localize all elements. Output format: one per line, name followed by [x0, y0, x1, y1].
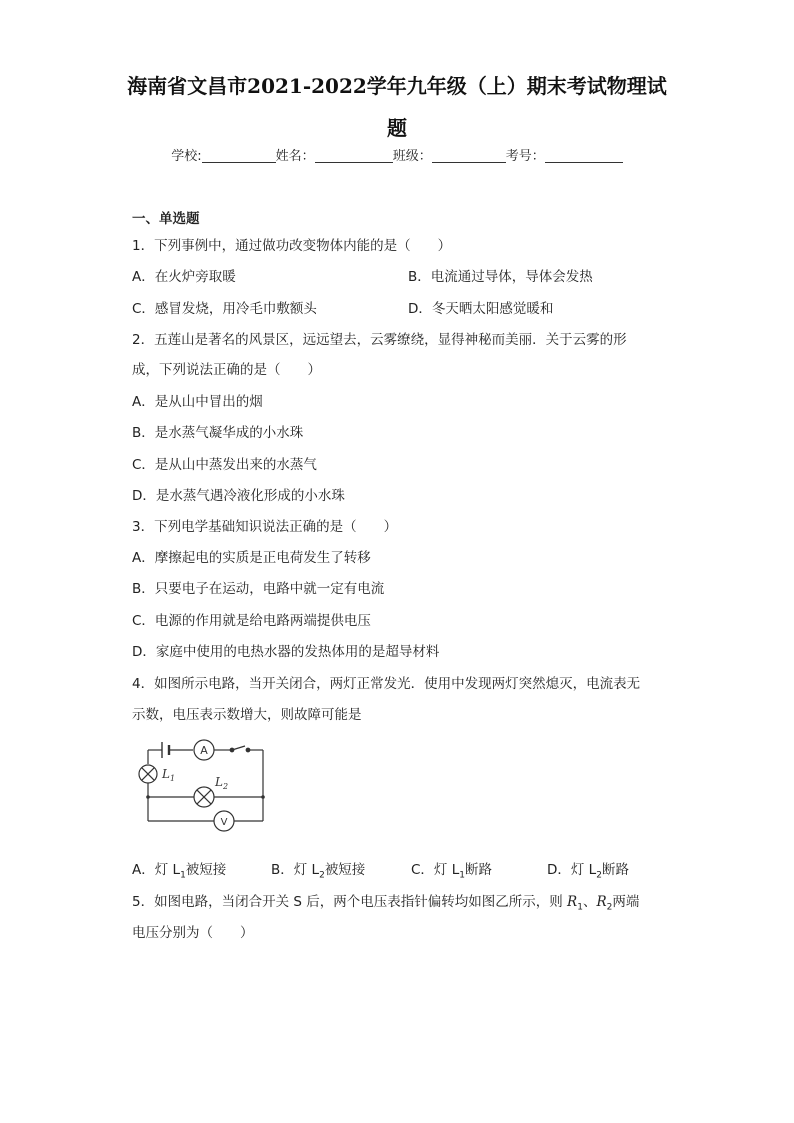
q4-option-a[interactable]: A．灯 $L_1$被短接	[132, 862, 227, 881]
school-blank[interactable]	[202, 148, 276, 163]
q1-option-a[interactable]: A．在火炉旁取暖	[132, 269, 236, 285]
q1-option-b[interactable]: B．电流通过导体，导体会发热	[408, 269, 593, 285]
l1-subscript: 1	[169, 774, 176, 783]
q2-option-d[interactable]: D．是水蒸气遇冷液化形成的小水珠	[132, 488, 345, 504]
q3-option-b[interactable]: B．只要电子在运动，电路中就一定有电流	[132, 581, 385, 597]
name-label: 姓名：	[275, 149, 315, 164]
q5-stem-line1: 5．如图电路，当闭合开关 S 后，两个电压表指针偏转均如图乙所示，则 $R_1$、$R_2$两端	[132, 894, 640, 913]
q1-option-c[interactable]: C．感冒发烧，用冷毛巾敷额头	[132, 301, 317, 317]
circuit-diagram	[132, 737, 282, 837]
section-heading: 一、单选题	[132, 211, 200, 227]
q4-option-d[interactable]: D．灯 $L_2$断路	[547, 862, 629, 881]
q4-stem-line1: 4．如图所示电路，当开关闭合，两灯正常发光．使用中发现两灯突然熄灭，电流表无	[132, 676, 641, 692]
q4-stem-line2: 示数，电压表示数增大，则故障可能是	[132, 707, 362, 723]
q3-stem: 3．下列电学基础知识说法正确的是（ ）	[132, 519, 398, 535]
l2-subscript: 2	[222, 782, 229, 791]
q5-stem-line2: 电压分别为（ ）	[132, 925, 254, 941]
q2-option-c[interactable]: C．是从山中蒸发出来的水蒸气	[132, 457, 317, 473]
number-blank[interactable]	[545, 148, 623, 163]
q4-option-b[interactable]: B．灯 $L_2$被短接	[271, 862, 366, 881]
q3-option-d[interactable]: D．家庭中使用的电热水器的发热体用的是超导材料	[132, 644, 440, 660]
svg-text:L1	[161, 767, 175, 783]
q2-option-a[interactable]: A．是从山中冒出的烟	[132, 394, 263, 410]
q2-option-b[interactable]: B．是水蒸气凝华成的小水珠	[132, 425, 304, 441]
l2-label: L	[215, 775, 223, 789]
l1-label: L	[162, 767, 170, 781]
ammeter-symbol: A	[200, 744, 208, 757]
school-label: 学校:	[171, 149, 202, 164]
exam-title-line2: 题	[387, 116, 407, 140]
class-label: 班级：	[392, 149, 432, 164]
exam-title-line1: 海南省文昌市2021-2022学年九年级（上）期末考试物理试	[127, 74, 667, 98]
q2-stem-line1: 2．五莲山是著名的风景区，远远望去，云雾缭绕，显得神秘而美丽．关于云雾的形	[132, 332, 627, 348]
voltmeter-symbol: V	[220, 817, 228, 828]
svg-text:L2	[214, 775, 228, 791]
q3-option-c[interactable]: C．电源的作用就是给电路两端提供电压	[132, 613, 371, 629]
q2-stem-line2: 成，下列说法正确的是（ ）	[132, 362, 321, 378]
class-blank[interactable]	[432, 148, 506, 163]
q1-option-d[interactable]: D．冬天晒太阳感觉暖和	[408, 301, 554, 317]
name-blank[interactable]	[315, 148, 393, 163]
number-label: 考号：	[505, 149, 545, 164]
q3-option-a[interactable]: A．摩擦起电的实质是正电荷发生了转移	[132, 550, 371, 566]
q4-option-c[interactable]: C．灯 $L_1$断路	[411, 862, 492, 881]
student-info-row	[0, 145, 794, 164]
q1-stem: 1．下列事例中，通过做功改变物体内能的是（ ）	[132, 238, 452, 254]
